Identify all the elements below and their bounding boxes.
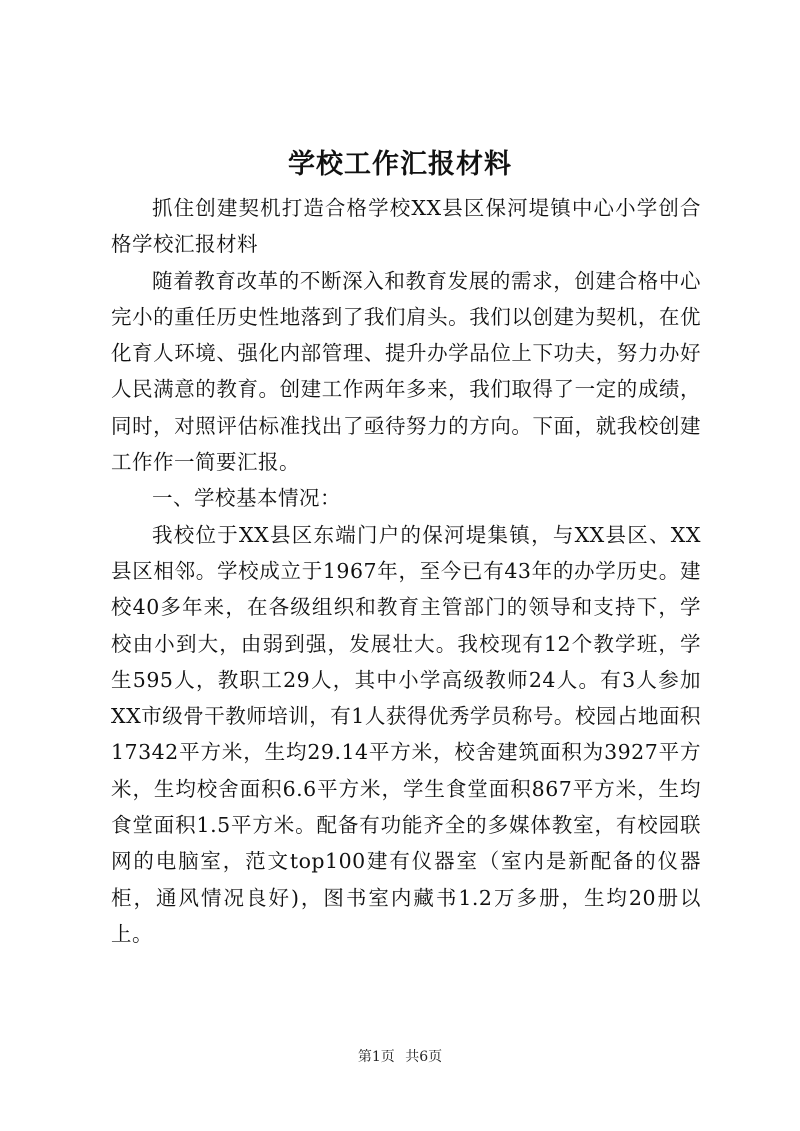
document-body (111, 190, 701, 952)
school-info-paragraph: 我校位于XX县区东端门户的保河堤集镇，与XX县区、XX县区相邻。学校成立于1967年，至今已有43年的办学历史。建校40多年来，在各级组织和教育主管部门的领导和支持下，学校由小到大，由弱到强，发展壮大。我校现有12个教学班，学生595人，教职工29人，其中小学高级教师24人。有3人参加XX市级骨干教师培训，有1人获得优秀学员称号。校园占地面积17342平方米，生均29.14平方米，校舍建筑面积为3927平方米，生均校舍面积6.6平方米，学生食堂面积867平方米，生均食堂面积1.5平方米。配备有功能齐全的多媒体教室，有校园联网的电脑室，范文top100建有仪器室（室内是新配备的仪器柜，通风情况良好)，图书室内藏书1.2万多册，生均20册以上。 (111, 522, 701, 946)
total-pages: 共6页 (405, 1049, 443, 1065)
page-number: 第1页 (357, 1049, 395, 1065)
document-title: 学校工作汇报材料 (288, 149, 512, 180)
page-footer (0, 1046, 800, 1066)
subtitle-paragraph: 抓住创建契机打造合格学校XX县区保河堤镇中心小学创合格学校汇报材料 (111, 196, 701, 257)
intro-paragraph: 随着教育改革的不断深入和教育发展的需求，创建合格中心完小的重任历史性地落到了我们肩头。我们以创建为契机，在优化育人环境、强化内部管理、提升办学品位上下功夫，努力办好人民满意的教育。创建工作两年多来，我们取得了一定的成绩，同时，对照评估标准找出了亟待努力的方向。下面，就我校创建工作作一简要汇报。 (111, 268, 701, 475)
section-heading: 一、学校基本情况： (152, 486, 341, 511)
